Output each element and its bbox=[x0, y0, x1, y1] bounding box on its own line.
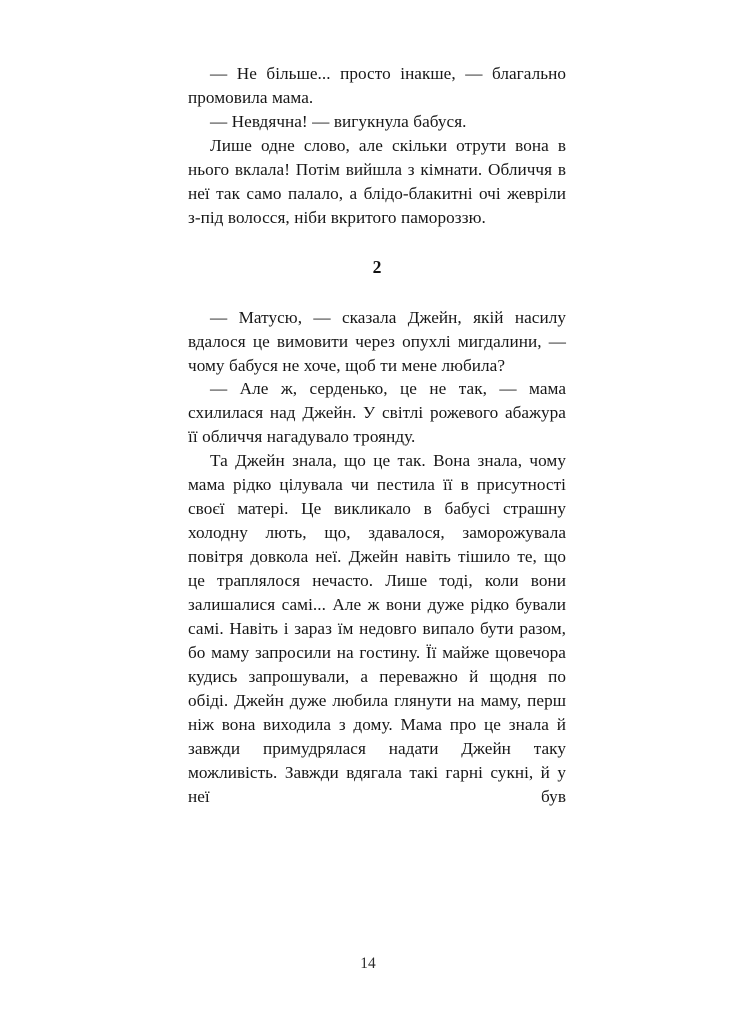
paragraph-3: Лише одне слово, але скільки отрути вона в нього вклала! Потім вийшла з кімнати. Обличчя в неї так само палало, а блідо-блакитні очі жевріли з-під волосся, ніби вкритого памороззю. bbox=[188, 135, 566, 227]
page-text-block bbox=[188, 62, 566, 833]
page-number: 14 bbox=[360, 955, 376, 972]
paragraph-4: — Матусю, — сказала Джейн, якій насилу вдалося це вимовити через опухлі мигдалини, — чому бабуся не хоче, щоб ти мене любила? bbox=[188, 307, 566, 375]
paragraph-6: Та Джейн знала, що це так. Вона знала, чому мама рідко цілувала чи пестила її в присутності своєї матері. Це викликало в бабусі страшну холодну лють, що, здавалося, заморожувала повітря довкола неї. Джейн навіть тішило те, що це траплялося нечасто. Лише тоді, коли вони залишалися самі... Але ж вони дуже рідко бували самі. Навіть і зараз їм недовго випало бути разом, бо маму запросили на гостину. Її майже щовечора кудись запрошували, а переважно й щодня по обіді. Джейн дуже любила глянути на маму, перш ніж вона виходила з дому. Мама про це знала й завжди примудрялася надати Джейн таку можливість. Завжди вдягала такі гарні сукні, й у неї був bbox=[188, 451, 566, 806]
paragraph-1: — Не більше... просто інакше, — благально промовила мама. bbox=[188, 64, 566, 107]
chapter-spacer-bottom bbox=[188, 280, 566, 306]
paragraph-2: — Невдячна! — вигукнула бабуся. bbox=[210, 111, 467, 131]
paragraph-5: — Але ж, серденько, це не так, — мама схилилася над Джейн. У світлі рожевого абажура її обличчя нагадувало троянду. bbox=[188, 379, 566, 447]
chapter-number-heading: 2 bbox=[372, 256, 382, 277]
chapter-spacer-top bbox=[188, 230, 566, 256]
